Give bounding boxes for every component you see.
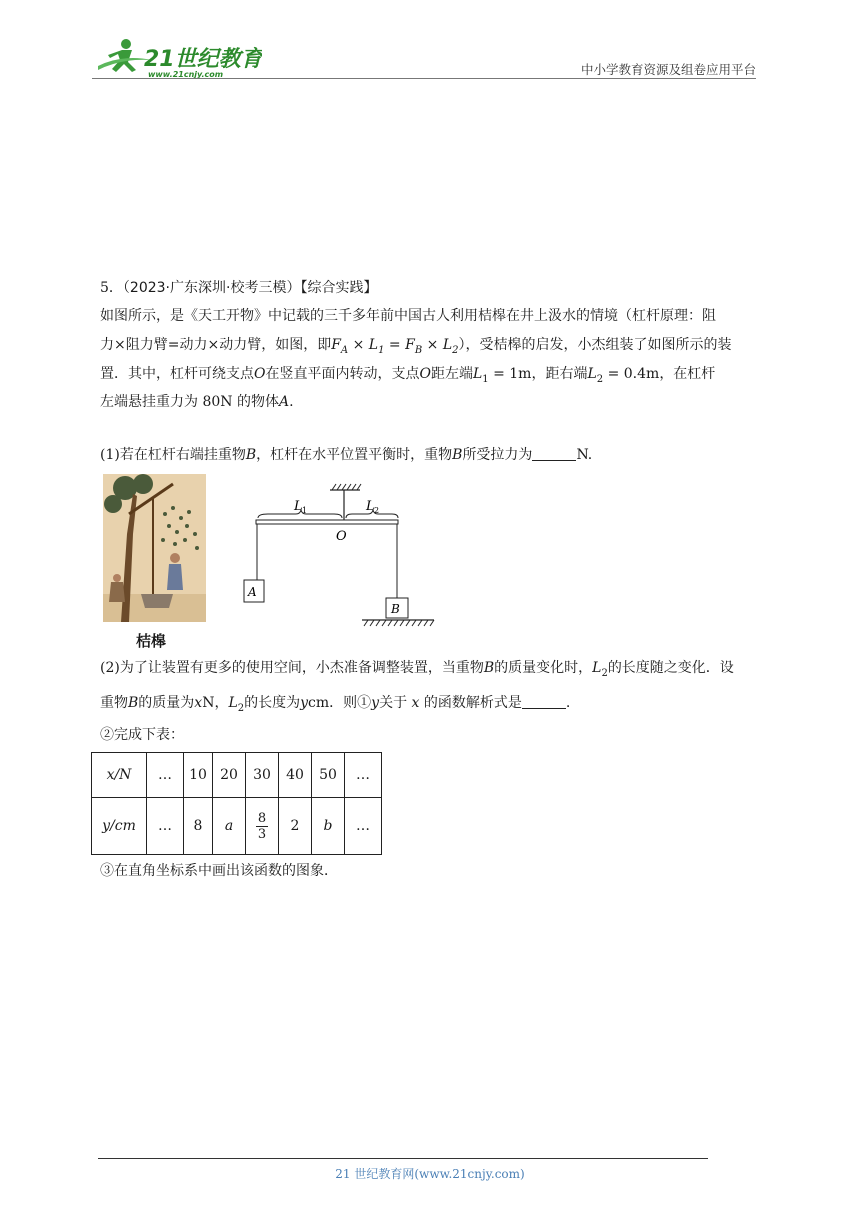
svg-text:2: 2: [374, 506, 380, 515]
intro-line-3: 置．其中，杠杆可绕支点O在竖直平面内转动，支点O距左端$L_1 = 1m$，距右端$L_2 = 0.4m$，在杠杆: [100, 366, 716, 385]
intro-line-1: 如图所示，是《天工开物》中记载的三千多年前中国古人利用桔槔在井上汲水的情境（杠杆原理：阻: [100, 308, 716, 324]
formula-fa-l1-fb-l2: $F_A \times L_1 = F_B \times L_2$: [331, 337, 459, 356]
question-2-line-4: ③在直角坐标系中画出该函数的图象．: [100, 863, 338, 879]
logo-url: www.21cnjy.com: [148, 70, 224, 79]
table-cell: 20: [213, 753, 246, 798]
footer-divider: [98, 1158, 708, 1159]
intro-line-4: 左端悬挂重力为 80N 的物体A.: [100, 394, 294, 410]
answer-blank-1: [532, 446, 576, 461]
shadoof-illustration: [103, 474, 206, 622]
table-cell-fraction: $\frac{8}{3}$: [246, 798, 279, 855]
label-l1: L: [294, 499, 303, 514]
footer-link[interactable]: 21 世纪教育网(www.21cnjy.com): [335, 1167, 525, 1181]
table-cell: a: [213, 798, 246, 855]
header-divider: [92, 78, 756, 79]
question-1: (1)若在杠杆右端挂重物B，杠杆在水平位置平衡时，重物B所受拉力为 N.: [100, 447, 593, 463]
table-cell: 40: [279, 753, 312, 798]
question-2-line-1: (2)为了让装置有更多的使用空间，小杰准备调整装置，当重物B的质量变化时，$L_2$的长度随之变化．设: [100, 660, 734, 679]
label-l2: L: [366, 499, 375, 514]
table-cell: …: [147, 753, 184, 798]
table-cell: b: [312, 798, 345, 855]
header-platform-text: 中小学教育资源及组卷应用平台: [580, 62, 756, 77]
photo-caption: 桔槔: [136, 632, 167, 650]
table-row: [92, 753, 382, 798]
table-cell: 2: [279, 798, 312, 855]
intro-line-2: 力×阻力臂=动力×动力臂，如图，即$F_A \times L_1 = F_B \times L_2$），受桔槔的启发，小杰组装了如图所示的装: [100, 337, 732, 356]
question-2-line-3: ②完成下表：: [100, 727, 184, 743]
table-cell: 10: [184, 753, 213, 798]
label-b: B: [391, 602, 400, 616]
question-title: 5．（2023·广东深圳·校考三模）【综合实践】: [100, 280, 378, 296]
table-cell: …: [147, 798, 184, 855]
table-cell: 8: [184, 798, 213, 855]
question-2-line-2: 重物B的质量为xN，$L_2$的长度为ycm．则①y关于 x 的函数解析式是 .: [100, 695, 571, 714]
xy-table: [91, 752, 382, 855]
logo-text: 21世纪教育: [144, 47, 262, 72]
answer-blank-2: [522, 694, 566, 709]
table-cell: …: [345, 798, 382, 855]
table-cell: y/cm: [92, 798, 147, 855]
table-row: [92, 798, 382, 855]
table-cell: 30: [246, 753, 279, 798]
label-o: O: [336, 529, 347, 544]
table-cell: 50: [312, 753, 345, 798]
table-cell: x/N: [92, 753, 147, 798]
site-logo: [92, 36, 262, 80]
label-a: A: [248, 585, 257, 599]
svg-text:1: 1: [302, 506, 308, 515]
table-cell: …: [345, 753, 382, 798]
lever-diagram: [238, 480, 448, 636]
